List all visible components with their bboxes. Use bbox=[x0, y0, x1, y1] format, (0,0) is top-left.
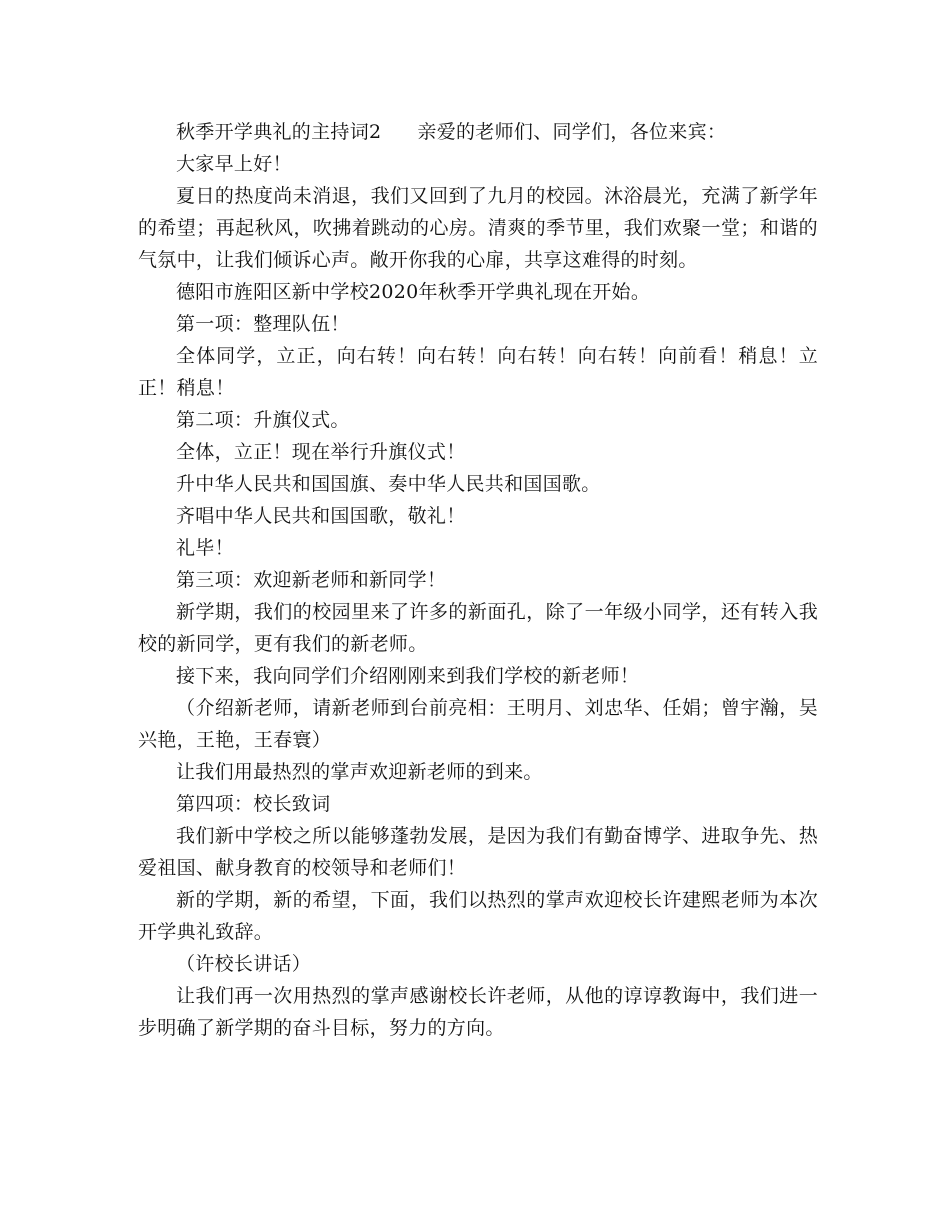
paragraph: 第一项：整理队伍！ bbox=[176, 313, 350, 335]
title-line bbox=[138, 116, 818, 148]
paragraph: 全体同学，立正，向右转！向右转！向右转！向右转！向前看！稍息！立正！稍息！ bbox=[138, 345, 818, 399]
document-title: 秋季开学典礼的主持词2 bbox=[176, 121, 382, 143]
paragraph: 大家早上好！ bbox=[176, 153, 292, 175]
salutation: 亲爱的老师们、同学们，各位来宾： bbox=[417, 121, 727, 143]
paragraph: 接下来，我向同学们介绍刚刚来到我们学校的新老师！ bbox=[176, 665, 640, 687]
paragraph: 新的学期，新的希望，下面，我们以热烈的掌声欢迎校长许建熙老师为本次开学典礼致辞。 bbox=[138, 889, 818, 943]
paragraph: 第二项：升旗仪式。 bbox=[176, 409, 350, 431]
paragraph: （介绍新老师，请新老师到台前亮相：王明月、刘忠华、任娟；曾宇瀚，吴兴艳，王艳，王春寰） bbox=[138, 697, 818, 751]
paragraph: 新学期，我们的校园里来了许多的新面孔，除了一年级小同学，还有转入我校的新同学，更有我们的新老师。 bbox=[138, 601, 818, 655]
paragraph: 让我们再一次用热烈的掌声感谢校长许老师，从他的谆谆教诲中，我们进一步明确了新学期的奋斗目标，努力的方向。 bbox=[138, 985, 818, 1039]
paragraph: 夏日的热度尚未消退，我们又回到了九月的校园。沐浴晨光，充满了新学年的希望；再起秋风，吹拂着跳动的心房。清爽的季节里，我们欢聚一堂；和谐的气氛中，让我们倾诉心声。敞开你我的心扉，共享这难得的时刻。 bbox=[138, 185, 818, 271]
paragraph: （许校长讲话） bbox=[176, 953, 312, 975]
paragraph: 第三项：欢迎新老师和新同学！ bbox=[176, 569, 447, 591]
paragraph: 全体，立正！现在举行升旗仪式！ bbox=[176, 441, 466, 463]
paragraph: 齐唱中华人民共和国国歌，敬礼！ bbox=[176, 505, 466, 527]
paragraph: 升中华人民共和国国旗、奏中华人民共和国国歌。 bbox=[176, 473, 601, 495]
document-body bbox=[138, 116, 818, 1044]
paragraph: 让我们用最热烈的掌声欢迎新老师的到来。 bbox=[176, 761, 543, 783]
paragraph: 第四项：校长致词 bbox=[176, 793, 331, 815]
paragraph: 礼毕！ bbox=[176, 537, 234, 559]
paragraph: 我们新中学校之所以能够蓬勃发展，是因为我们有勤奋博学、进取争先、热爱祖国、献身教育的校领导和老师们！ bbox=[138, 825, 818, 879]
paragraph: 德阳市旌阳区新中学校2020年秋季开学典礼现在开始。 bbox=[176, 281, 651, 303]
